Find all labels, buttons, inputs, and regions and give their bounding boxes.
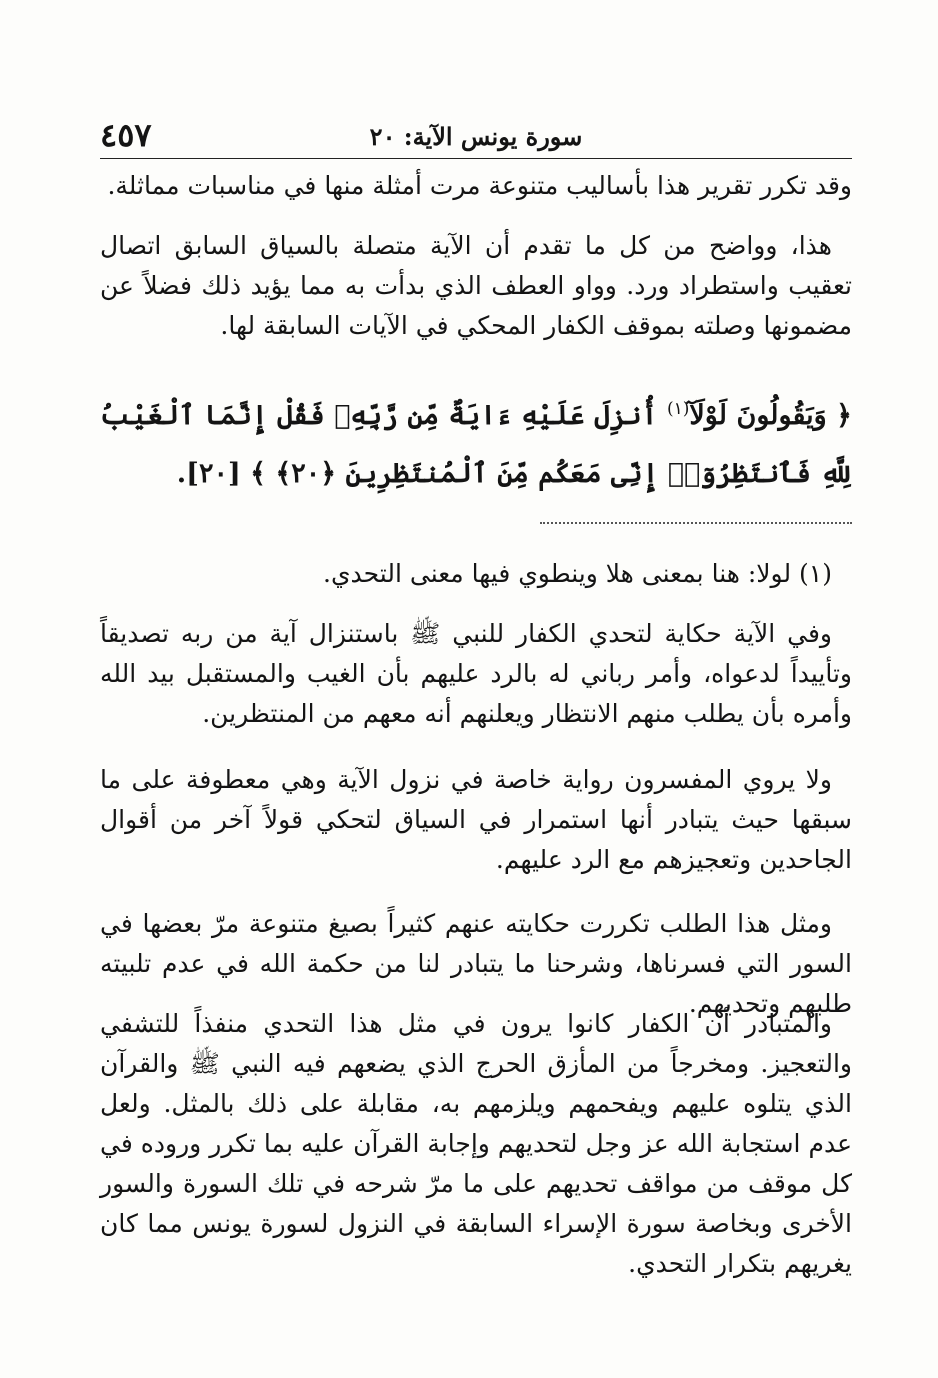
intro-paragraph-2: هذا، وواضح من كل ما تقدم أن الآية متصلة بالسياق السابق اتصال تعقيب واستطراد ورد. وواو العطف الذي بدأت به مما يؤيد ذلك فضلاً عن مضمونها وصلته بموقف الكفار المحكي في الآيات السابقة لها. xyxy=(100,231,852,340)
intro-paragraph-1: وقد تكرر تقرير هذا بأساليب متنوعة مرت أمثلة منها في مناسبات مماثلة. xyxy=(107,171,852,200)
footnote-marker: (١) xyxy=(666,399,690,419)
footnote-text: (١) لولا: هنا بمعنى هلا وينطوي فيها معنى التحدي. xyxy=(323,559,832,588)
body-paragraph-3-block xyxy=(100,614,852,734)
running-title: سورة يونس الآية: ٢٠ xyxy=(369,122,583,151)
footnote-divider xyxy=(540,522,852,528)
body-paragraph-6-block xyxy=(100,1004,852,1284)
verse-part-2: أُنزِلَ عَلَيْهِ ءَايَةٌ مِّن رَّبِّهِۦ فَقُلْ إِنَّمَا ٱلْغَيْبُ لِلَّهِ فَٱنتَظِرُوٓا۟ إِنِّى مَعَكُم مِّنَ ٱلْمُنتَظِرِينَ ﴿٢٠﴾ ﴾ [٢٠]. xyxy=(100,400,852,489)
footnote-block xyxy=(100,554,852,594)
intro-paragraph-2-block xyxy=(100,226,852,346)
verse-part-1: ﴿ وَيَقُولُونَ لَوْلَآ xyxy=(689,400,852,431)
body-paragraph-6: والمتبادر أن الكفار كانوا يرون في مثل هذا التحدي منفذاً للتشفي والتعجيز. ومخرجاً من المأزق الحرج الذي يضعهم فيه النبي ﷺ والقرآن الذي يتلوه عليهم ويفحمهم ويلزمهم به، مقابلة على ذلك بالمثل. ولعل عدم استجابة الله عز وجل لتحديهم وإجابة القرآن عليه بما تكرر وروده في كل موقف من مواقف تحديهم على ما مرّ شرحه في تلك السورة والسور الأخرى وبخاصة سورة الإسراء السابقة في النزول لسورة يونس مما كان يغريهم بتكرار التحدي. xyxy=(100,1009,852,1278)
body-paragraph-5: ومثل هذا الطلب تكررت حكايته عنهم كثيراً بصيغ متنوعة مرّ بعضها في السور التي فسرناها، وشرحنا ما يتبادر لنا من حكمة الله في عدم تلبيته طلبهم وتحديهم. xyxy=(100,909,852,1018)
page-number: ٤٥٧ xyxy=(100,116,152,154)
body-paragraph-4-block xyxy=(100,760,852,880)
quran-verse xyxy=(100,380,852,503)
quran-verse-block xyxy=(100,380,852,503)
body-paragraph-3: وفي الآية حكاية لتحدي الكفار للنبي ﷺ باستنزال آية من ربه تصديقاً وتأييداً لدعواه، وأمر رباني له بالرد عليهم بأن الغيب والمستقبل بيد الله وأمره بأن يطلب منهم الانتظار ويعلنهم أنه معهم من المنتظرين. xyxy=(100,619,852,728)
page-header xyxy=(100,112,852,159)
intro-paragraph-1-block xyxy=(100,166,852,206)
body-paragraph-4: ولا يروي المفسرون رواية خاصة في نزول الآية وهي معطوفة على ما سبقها حيث يتبادر أنها استمرار في السياق لتحكي قولاً آخر من أقوال الجاحدين وتعجيزهم مع الرد عليهم. xyxy=(100,765,852,874)
